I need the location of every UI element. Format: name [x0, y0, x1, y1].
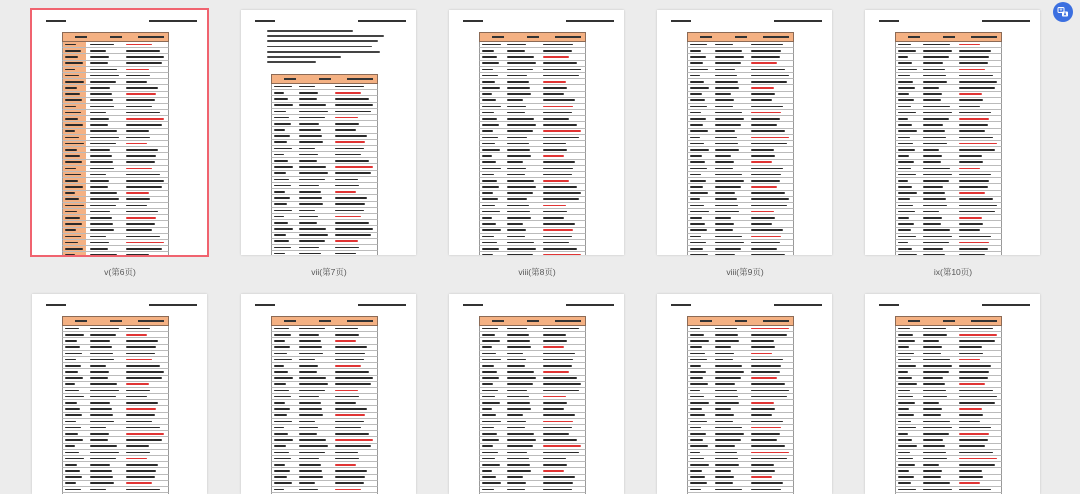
table-header — [895, 32, 1002, 42]
page-caption: v(第6页) — [104, 267, 136, 277]
vocab-table — [271, 316, 378, 494]
table-row — [687, 252, 794, 255]
table-header — [687, 32, 794, 42]
table-header — [687, 316, 794, 326]
vocab-table — [479, 32, 586, 255]
page-thumbnail[interactable] — [241, 10, 416, 255]
page-header — [46, 18, 197, 24]
vocab-table — [62, 316, 169, 494]
page-header — [46, 302, 197, 308]
page-header — [879, 302, 1030, 308]
page-header — [671, 18, 822, 24]
page-thumbnail[interactable] — [865, 294, 1040, 494]
page-caption: viii(第8页) — [518, 267, 556, 277]
page-caption: viii(第9页) — [726, 267, 764, 277]
table-header — [271, 316, 378, 326]
page-thumbnail[interactable] — [32, 10, 207, 255]
page-header — [255, 18, 406, 24]
table-header — [479, 32, 586, 42]
page-header — [879, 18, 1030, 24]
vocab-table — [687, 32, 794, 255]
table-header — [271, 74, 378, 84]
page-header — [255, 302, 406, 308]
page-header — [463, 18, 614, 24]
page-caption: ix(第10页) — [933, 267, 973, 277]
vocab-table — [895, 316, 1002, 494]
vocab-table — [687, 316, 794, 494]
page-header — [463, 302, 614, 308]
translate-button[interactable] — [1053, 2, 1073, 22]
table-row — [479, 252, 586, 255]
vocab-table — [271, 74, 378, 255]
translate-icon — [1057, 6, 1069, 18]
page-thumbnail[interactable] — [657, 10, 832, 255]
page-caption: vii(第7页) — [311, 267, 347, 277]
table-header — [895, 316, 1002, 326]
vocab-table — [895, 32, 1002, 255]
table-header — [479, 316, 586, 326]
table-header — [62, 32, 169, 42]
page-header — [671, 302, 822, 308]
page-thumbnail[interactable] — [449, 10, 624, 255]
table-header — [62, 316, 169, 326]
intro-text — [267, 30, 390, 66]
vocab-table — [62, 32, 169, 255]
page-thumbnail[interactable] — [657, 294, 832, 494]
vocab-table — [479, 316, 586, 494]
page-thumbnail[interactable] — [865, 10, 1040, 255]
page-thumbnail[interactable] — [241, 294, 416, 494]
page-thumbnail[interactable] — [449, 294, 624, 494]
table-row — [62, 252, 169, 255]
table-row — [271, 251, 378, 255]
page-thumbnail[interactable] — [32, 294, 207, 494]
table-row — [895, 252, 1002, 255]
